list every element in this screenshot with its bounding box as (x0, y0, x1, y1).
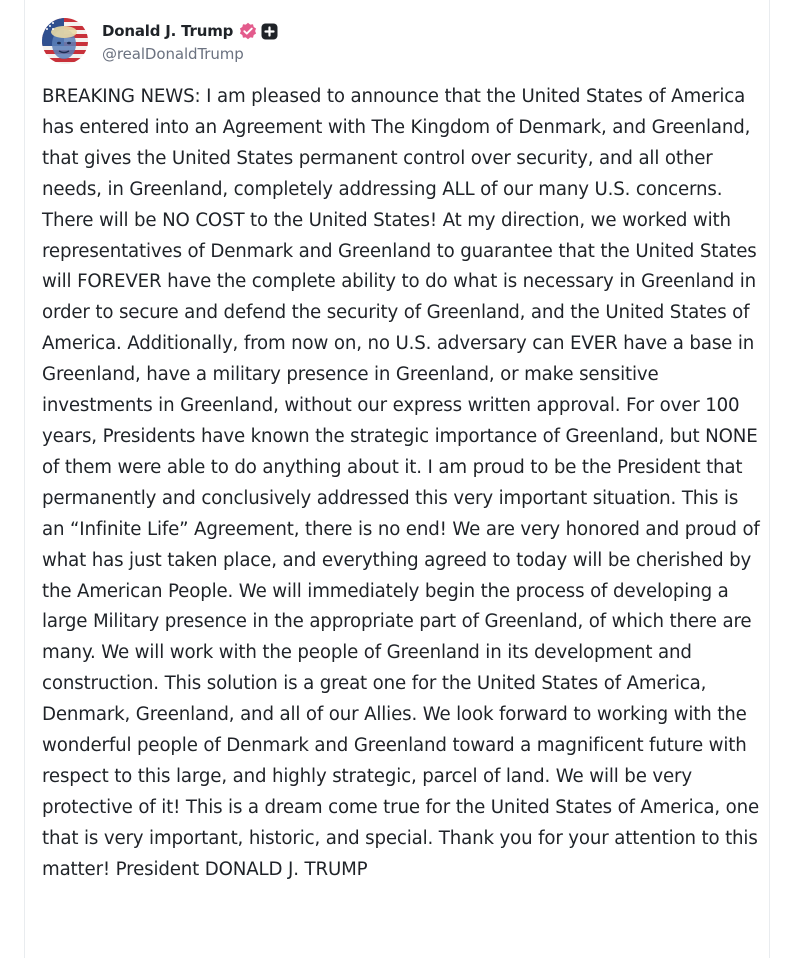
author-handle[interactable]: @realDonaldTrump (102, 45, 244, 63)
post-text: BREAKING NEWS: I am pleased to announce that the United States of America has entered into an Agreement with The Kingdom of Denmark, and Greenland, that gives the United States permanent control over security, and all other needs, in Greenland, completely addressing ALL of our many U.S. concerns. There will be NO COST to the United States! At my direction, we worked with representatives of Denmark and Greenland to guarantee that the United States will FOREVER have the complete ability to do what is necessary in Greenland in order to secure and defend the security of Greenland, and the United States of America. Additionally, from now on, no U.S. adversary can EVER have a base in Greenland, have a military presence in Greenland, or make sensitive investments in Greenland, without our express written approval. For over 100 years, Presidents have known the strategic importance of Greenland, but NONE of them were able to do anything about it. I am proud to be the President that permanently and conclusively addressed this very important situation. This is an “Infinite Life” Agreement, there is no end! We are very honored and proud of what has just taken place, and everything agreed to today will be cherished by the American People. We will immediately begin the process of developing a large Military presence in the appropriate part of Greenland, of which there are many. We will work with the people of Greenland in its development and construction. This solution is a great one for the United States of America, Denmark, Greenland, and all of our Allies. We look forward to working with the wonderful people of Denmark and Greenland toward a magnificent future with respect to this large, and highly strategic, parcel of land. We will be very protective of it! This is a dream come true for the United States of America, one that is very important, historic, and special. Thank you for your attention to this matter! President DONALD J. TRUMP (42, 86, 760, 880)
flag-portrait-avatar-icon (42, 18, 88, 64)
post-card (24, 0, 770, 958)
verified-badge-icon (239, 22, 257, 40)
author-names (102, 19, 278, 63)
avatar[interactable] (42, 18, 88, 64)
author-name-row (102, 19, 278, 43)
post-header (42, 17, 278, 65)
author-display-name[interactable]: Donald J. Trump (102, 22, 234, 40)
plus-badge-icon (261, 23, 278, 40)
